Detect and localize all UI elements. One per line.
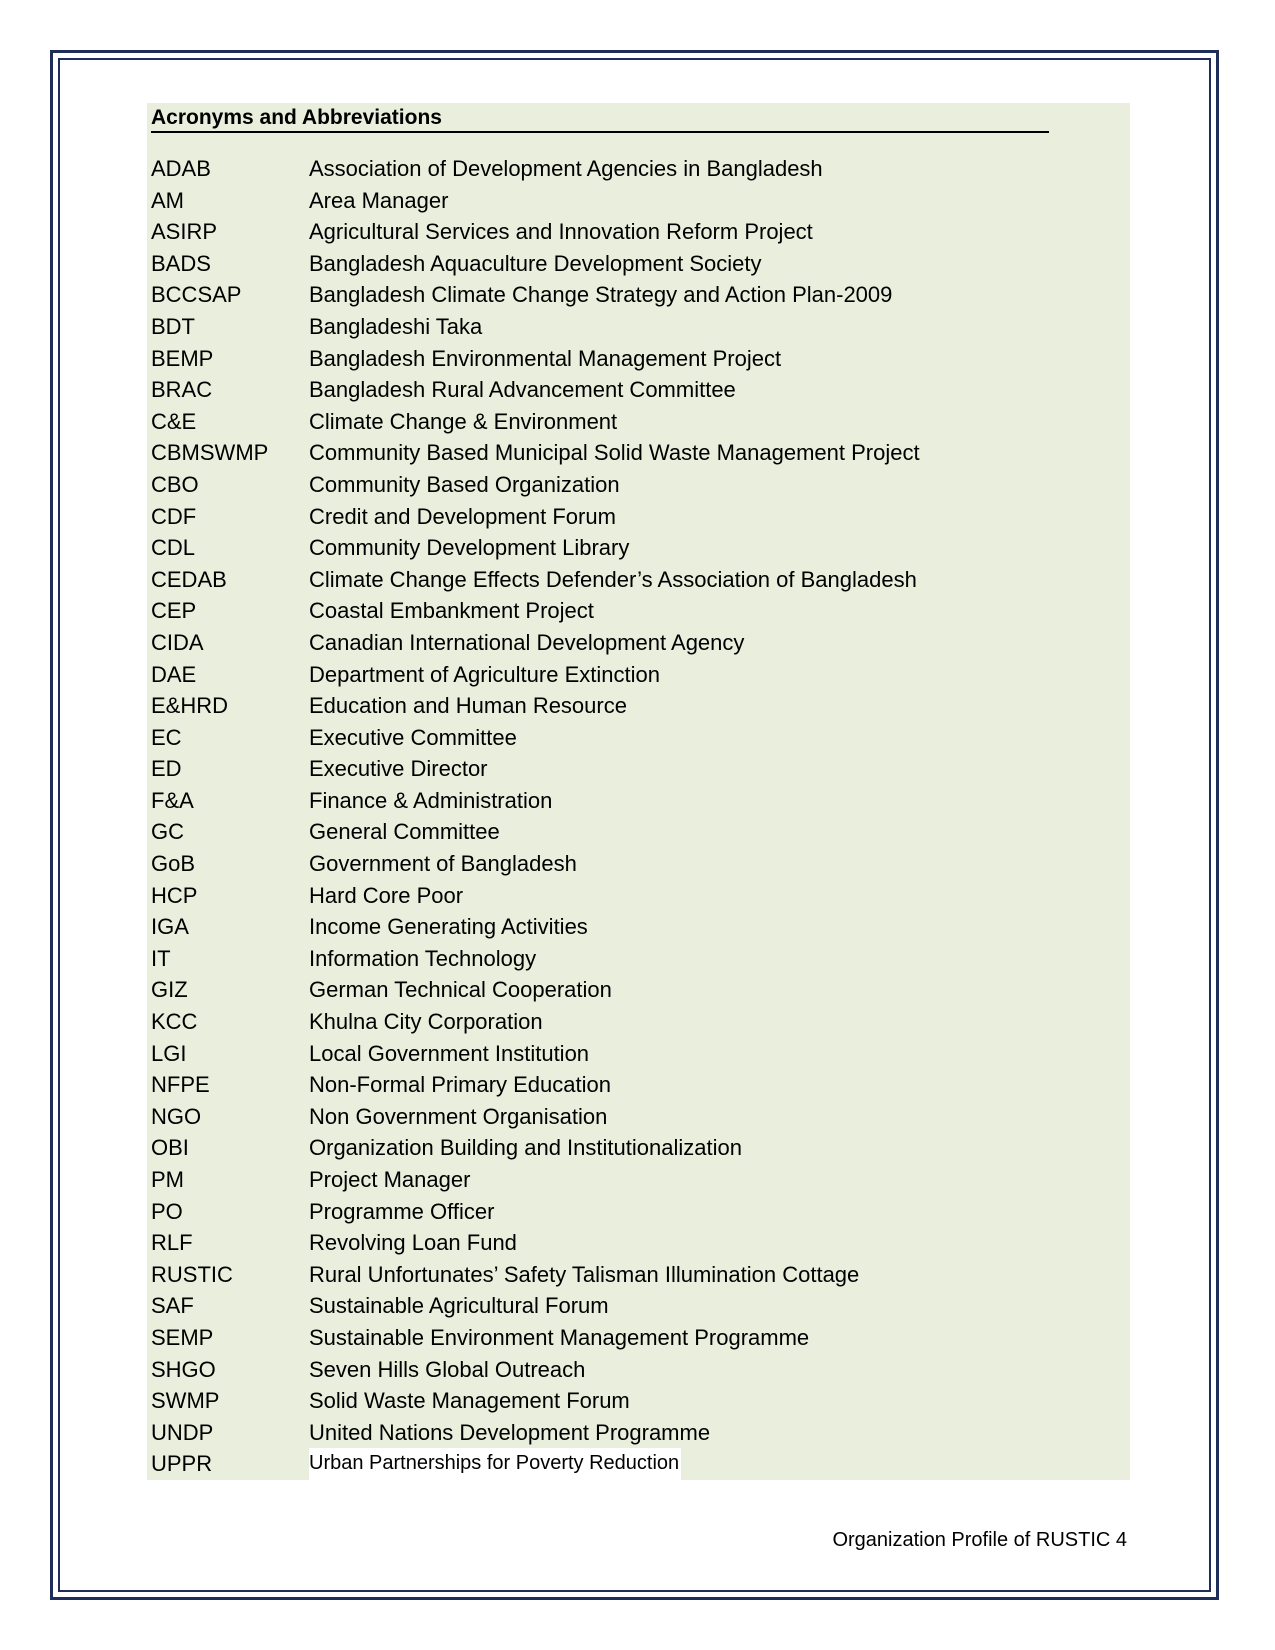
acronym-definition: Area Manager: [309, 187, 449, 213]
acronym-row: [147, 1132, 1130, 1164]
acronym-row: [147, 690, 1130, 722]
acronym-row: [147, 943, 1130, 975]
acronym-row: [147, 753, 1130, 785]
acronym-definition: Bangladeshi Taka: [309, 313, 483, 339]
acronym-definition: Seven Hills Global Outreach: [309, 1356, 586, 1382]
acronym-row: [147, 627, 1130, 659]
acronym-definition: Programme Officer: [309, 1198, 495, 1224]
acronym-abbreviation: CBMSWMP: [151, 440, 269, 466]
acronym-definition: Rural Unfortunates’ Safety Talisman Illumination Cottage: [309, 1261, 860, 1287]
acronym-row: [147, 1164, 1130, 1196]
acronym-abbreviation: GIZ: [151, 977, 188, 1003]
acronym-abbreviation: NGO: [151, 1103, 202, 1129]
acronym-row: [147, 248, 1130, 280]
acronym-definition: Project Manager: [309, 1167, 471, 1192]
acronym-row: [147, 343, 1130, 375]
acronym-definition: Credit and Development Forum: [309, 503, 616, 529]
acronym-abbreviation: HCP: [151, 882, 198, 908]
acronym-row: [147, 1259, 1130, 1291]
acronym-row: [147, 785, 1130, 817]
heading-spacer: [147, 133, 1130, 153]
acronym-abbreviation: BDT: [151, 313, 195, 339]
acronym-definition: Education and Human Resource: [309, 693, 627, 719]
acronym-abbreviation: EC: [151, 724, 182, 750]
acronym-row: [147, 1290, 1130, 1322]
acronym-definition: General Committee: [309, 819, 500, 845]
acronym-abbreviation: UNDP: [151, 1419, 214, 1445]
acronym-abbreviation: IGA: [151, 914, 189, 940]
acronym-row: [147, 185, 1130, 217]
acronym-abbreviation: NFPE: [151, 1072, 210, 1098]
acronym-definition: Hard Core Poor: [309, 882, 464, 908]
acronym-abbreviation: OBI: [151, 1135, 189, 1161]
acronym-definition: Urban Partnerships for Poverty Reduction: [309, 1448, 681, 1480]
acronym-abbreviation: GC: [151, 819, 184, 845]
acronym-definition: Bangladesh Climate Change Strategy and Action Plan-2009: [309, 282, 893, 308]
acronym-abbreviation: BRAC: [151, 377, 213, 403]
acronym-row: [147, 1038, 1130, 1070]
acronym-definition: Agricultural Services and Innovation Reform Project: [309, 219, 813, 245]
acronym-abbreviation: PM: [151, 1167, 184, 1192]
acronym-row: [147, 1227, 1130, 1259]
acronym-definition: Finance & Administration: [309, 787, 553, 813]
acronyms-table: [147, 103, 1130, 1480]
acronym-definition: Sustainable Agricultural Forum: [309, 1293, 609, 1319]
acronym-row: [147, 1448, 1130, 1480]
acronym-abbreviation: PO: [151, 1198, 183, 1224]
acronym-row: [147, 974, 1130, 1006]
acronym-definition: Revolving Loan Fund: [309, 1230, 517, 1256]
acronym-abbreviation: CDF: [151, 503, 197, 529]
acronym-abbreviation: CIDA: [151, 629, 204, 655]
acronym-definition: United Nations Development Programme: [309, 1419, 711, 1445]
acronym-row: [147, 1385, 1130, 1417]
acronym-list: [147, 153, 1130, 1480]
acronym-definition: Non-Formal Primary Education: [309, 1072, 611, 1098]
page-footer: Organization Profile of RUSTIC 4: [832, 1529, 1127, 1551]
acronym-row: [147, 1196, 1130, 1228]
acronym-abbreviation: SEMP: [151, 1324, 214, 1350]
acronym-row: [147, 1322, 1130, 1354]
section-heading: Acronyms and Abbreviations: [151, 105, 1049, 133]
acronym-abbreviation: CDL: [151, 535, 196, 561]
acronym-definition: Coastal Embankment Project: [309, 598, 594, 624]
acronym-definition: Organization Building and Institutionalization: [309, 1135, 742, 1161]
acronym-definition: Executive Committee: [309, 724, 517, 750]
acronym-definition: Income Generating Activities: [309, 914, 588, 940]
acronym-definition: Climate Change Effects Defender’s Association of Bangladesh: [309, 566, 917, 592]
acronym-row: [147, 911, 1130, 943]
acronym-abbreviation: LGI: [151, 1040, 187, 1066]
acronym-definition: Association of Development Agencies in Bangladesh: [309, 156, 823, 181]
acronym-row: [147, 816, 1130, 848]
acronym-row: [147, 1354, 1130, 1386]
acronym-row: [147, 659, 1130, 691]
acronym-definition: Climate Change & Environment: [309, 408, 618, 434]
acronym-abbreviation: C&E: [151, 408, 197, 434]
acronym-row: [147, 1006, 1130, 1038]
acronym-definition: Government of Bangladesh: [309, 851, 577, 877]
acronym-row: [147, 1069, 1130, 1101]
acronym-abbreviation: DAE: [151, 661, 197, 687]
acronym-definition: Khulna City Corporation: [309, 1009, 543, 1035]
acronym-row: [147, 216, 1130, 248]
acronym-definition: Community Based Municipal Solid Waste Management Project: [309, 440, 920, 466]
acronym-definition: Department of Agriculture Extinction: [309, 661, 660, 687]
acronym-definition: Canadian International Development Agency: [309, 629, 745, 655]
acronym-definition: Community Development Library: [309, 535, 630, 561]
acronym-row: [147, 153, 1130, 185]
acronym-row: [147, 595, 1130, 627]
acronym-abbreviation: SWMP: [151, 1388, 220, 1414]
acronym-abbreviation: ASIRP: [151, 219, 218, 245]
acronym-row: [147, 848, 1130, 880]
acronym-row: [147, 469, 1130, 501]
acronym-abbreviation: UPPR: [147, 1448, 309, 1480]
acronym-abbreviation: ED: [151, 756, 182, 782]
acronym-abbreviation: SAF: [151, 1293, 194, 1319]
acronym-abbreviation: KCC: [151, 1009, 198, 1035]
acronym-row: [147, 1101, 1130, 1133]
acronym-definition: Solid Waste Management Forum: [309, 1388, 630, 1414]
acronym-row: [147, 437, 1130, 469]
acronym-abbreviation: CEDAB: [151, 566, 227, 592]
acronym-abbreviation: CEP: [151, 598, 197, 624]
acronym-definition: Local Government Institution: [309, 1040, 590, 1066]
acronym-definition: Bangladesh Aquaculture Development Society: [309, 250, 762, 276]
heading-row: [147, 103, 1130, 133]
acronym-row: [147, 532, 1130, 564]
acronym-definition: German Technical Cooperation: [309, 977, 612, 1003]
acronym-row: [147, 279, 1130, 311]
acronym-row: [147, 564, 1130, 596]
acronym-definition: Non Government Organisation: [309, 1103, 608, 1129]
acronym-definition: Sustainable Environment Management Programme: [309, 1324, 810, 1350]
acronym-abbreviation: IT: [151, 945, 171, 971]
acronym-abbreviation: E&HRD: [151, 693, 229, 719]
acronym-row: [147, 722, 1130, 754]
acronym-definition: Information Technology: [309, 945, 537, 971]
acronym-abbreviation: SHGO: [151, 1356, 216, 1382]
acronym-row: [147, 1417, 1130, 1449]
acronym-row: [147, 311, 1130, 343]
acronym-row: [147, 501, 1130, 533]
acronym-abbreviation: BADS: [151, 250, 211, 276]
acronym-abbreviation: RLF: [151, 1230, 193, 1256]
acronym-abbreviation: AM: [151, 187, 184, 213]
acronym-abbreviation: F&A: [151, 787, 194, 813]
acronym-abbreviation: RUSTIC: [151, 1261, 233, 1287]
acronym-abbreviation: ADAB: [151, 156, 211, 181]
acronym-definition: Bangladesh Rural Advancement Committee: [309, 377, 736, 403]
acronym-definition: Executive Director: [309, 756, 488, 782]
acronym-row: [147, 374, 1130, 406]
acronym-abbreviation: BCCSAP: [151, 282, 242, 308]
acronym-row: [147, 880, 1130, 912]
acronym-abbreviation: CBO: [151, 471, 199, 497]
acronym-definition-cell: [309, 1448, 1130, 1480]
acronym-abbreviation: GoB: [151, 851, 196, 877]
acronym-abbreviation: BEMP: [151, 345, 214, 371]
acronym-definition: Community Based Organization: [309, 471, 620, 497]
acronym-row: [147, 406, 1130, 438]
acronym-definition: Bangladesh Environmental Management Project: [309, 345, 782, 371]
